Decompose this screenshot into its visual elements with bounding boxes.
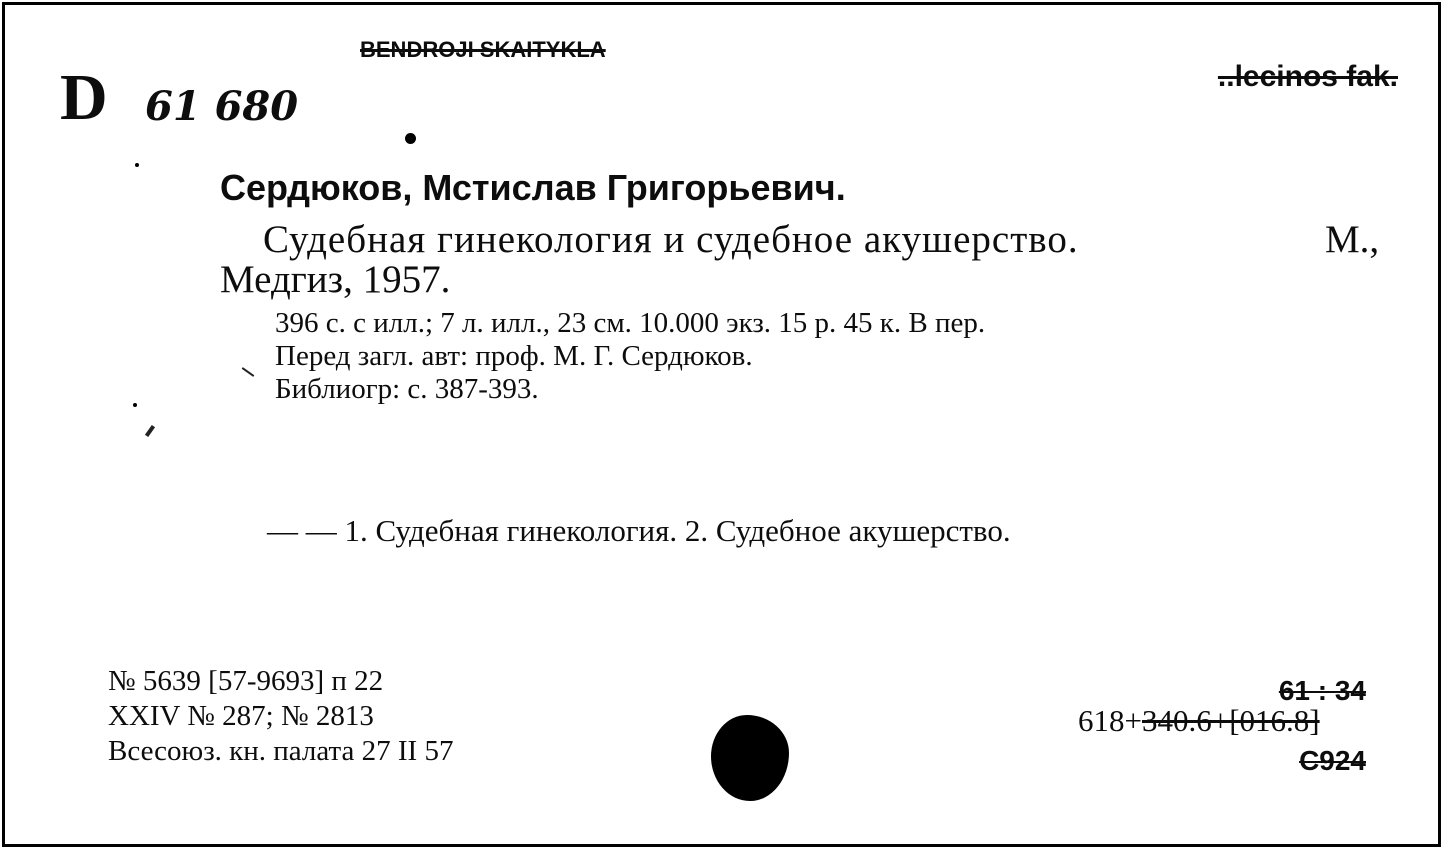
ink-mark bbox=[242, 367, 255, 377]
card-number: № 5639 [57-9693] п 22 bbox=[108, 665, 384, 697]
classification-main: 618+ bbox=[1078, 703, 1142, 738]
author-heading: Сердюков, Мстислав Григорьевич. bbox=[220, 167, 846, 208]
ink-blot bbox=[711, 715, 789, 801]
author-mark: С924 bbox=[1299, 745, 1366, 776]
classification-top: 61 : 34 bbox=[1278, 675, 1366, 706]
classification-struck: 340.6+[016.8] bbox=[1141, 703, 1320, 738]
title-place: М., bbox=[1325, 218, 1380, 261]
title-line-1: Судебная гинекология и судебное акушерство. bbox=[263, 218, 1079, 261]
note-bibliography: Библиогр: с. 387-393. bbox=[275, 373, 539, 405]
library-stamp-text: BENDROJI SKAITYKLA bbox=[360, 37, 606, 62]
classification-code bbox=[1078, 703, 1320, 739]
catalog-card bbox=[2, 2, 1441, 847]
subject-headings: — — 1. Судебная гинекология. 2. Судебное акушерство. bbox=[267, 513, 1011, 548]
physical-description: 396 с. с илл.; 7 л. илл., 23 см. 10.000 экз. 15 р. 45 к. В пер. bbox=[275, 307, 986, 339]
ink-dot bbox=[135, 163, 139, 167]
call-number-prefix: D bbox=[60, 61, 108, 134]
title-line-2: Медгиз, 1957. bbox=[220, 258, 451, 301]
issuer-line: Всесоюз. кн. палата 27 II 57 bbox=[108, 735, 454, 767]
faculty-stamp: ..lecinos fak. bbox=[1217, 60, 1398, 93]
ink-dot bbox=[133, 403, 137, 407]
ink-mark bbox=[145, 425, 155, 437]
call-number-handwritten: 61 680 bbox=[145, 83, 299, 130]
library-stamp-top bbox=[360, 37, 606, 63]
ink-dot bbox=[405, 133, 416, 144]
registration-number: XXIV № 287; № 2813 bbox=[108, 700, 374, 732]
note-author: Перед загл. авт: проф. М. Г. Сердюков. bbox=[275, 340, 753, 372]
